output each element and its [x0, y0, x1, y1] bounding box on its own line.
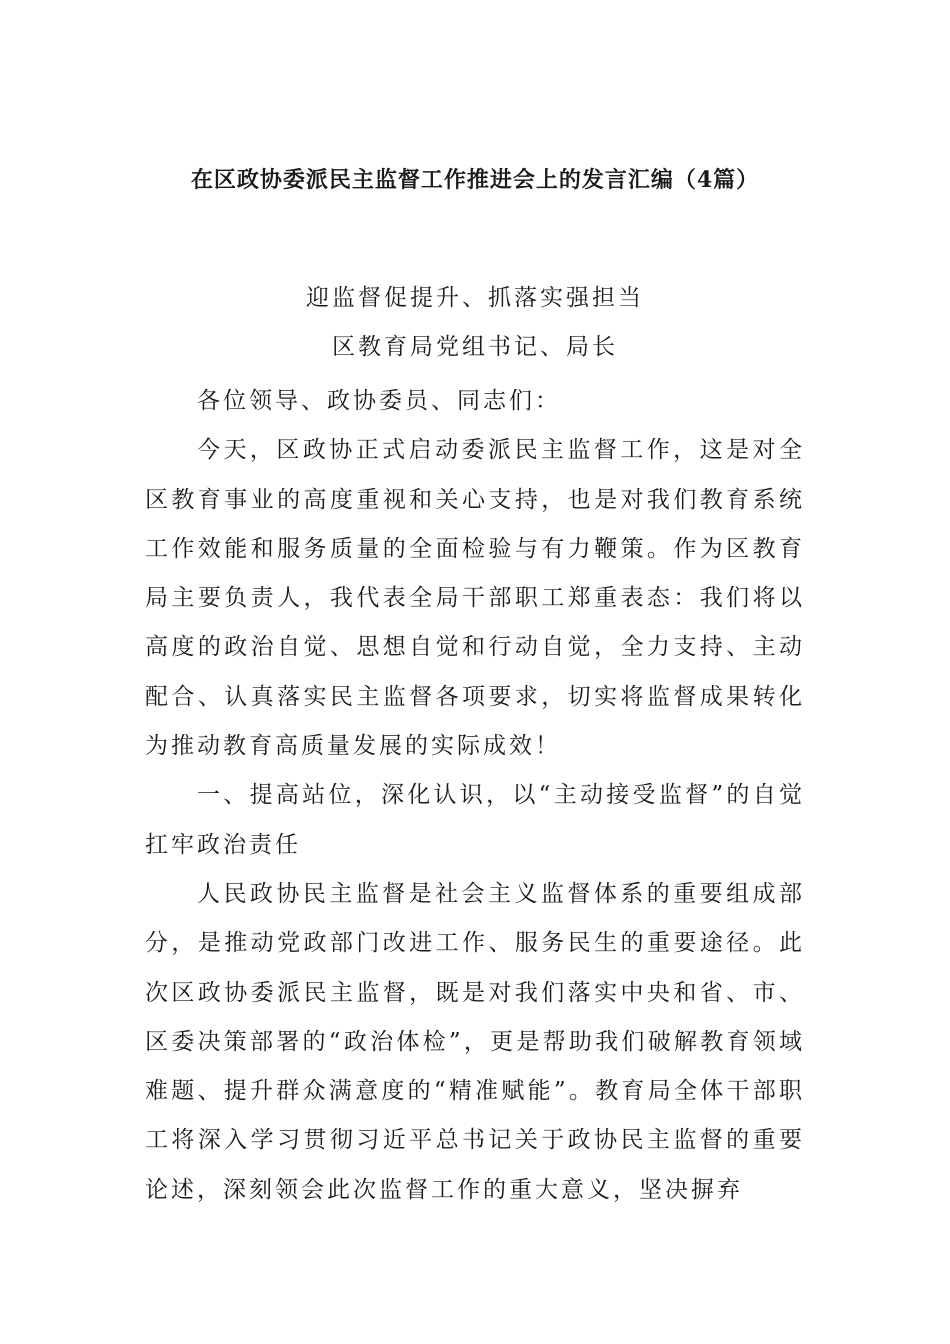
section-heading: 一、提高站位，深化认识，以“主动接受监督”的自觉扛牢政治责任	[145, 782, 805, 858]
body-paragraph: 人民政协民主监督是社会主义监督体系的重要组成部分，是推动党政部门改进工作、服务民生的重要途径。此次区政协委派民主监督，既是对我们落实中央和省、市、区委决策部署的“政治体检”，更是帮助我们破解教育领域难题、提升群众满意度的“精准赋能”。教育局全体干部职工将深入学习贯彻习近平总书记关于政协民主监督的重要论述，深刻领会此次监督工作的重大意义，坚决摒弃	[145, 880, 805, 1203]
speech-title: 迎监督促提升、抓落实强担当	[306, 285, 644, 311]
speech-body	[145, 377, 805, 1215]
salutation-paragraph: 各位领导、政协委员、同志们：	[197, 388, 561, 414]
speaker-line: 区教育局党组书记、局长	[332, 334, 618, 360]
body-paragraph: 今天，区政协正式启动委派民主监督工作，这是对全区教育事业的高度重视和关心支持，也是对我们教育系统工作效能和服务质量的全面检验与有力鞭策。作为区教育局主要负责人，我代表全局干部职工郑重表态：我们将以高度的政治自觉、思想自觉和行动自觉，全力支持、主动配合、认真落实民主监督各项要求，切实将监督成果转化为推动教育高质量发展的实际成效！	[145, 437, 805, 760]
document-title: 在区政协委派民主监督工作推进会上的发言汇编（4篇）	[190, 167, 760, 193]
